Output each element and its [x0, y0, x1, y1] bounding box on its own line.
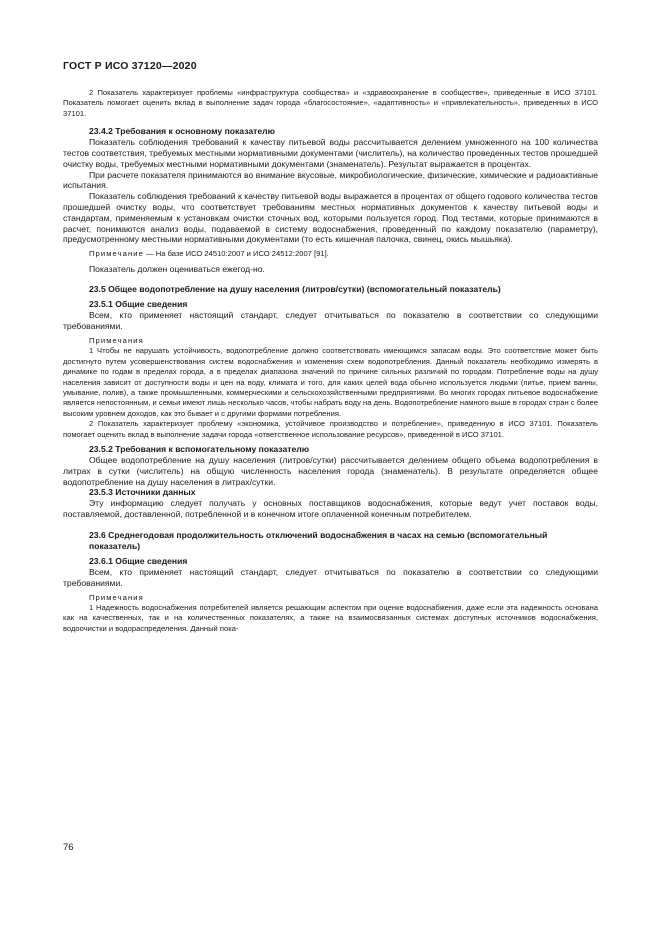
note-paragraph: 2 Показатель характеризует проблемы «инфраструктура сообщества» и «здравоохранение в сообществе», приведенные в ИСО 37101. Показатель помогает оценить вклад в выполнение задач города «благосостояние», «адаптивность» и «привлекательность», приведенных в ИСО 37101. — [63, 88, 598, 118]
section-heading-23-5-2: 23.5.2 Требования к вспомогательному показателю — [89, 444, 310, 455]
notes-label: Примечания — [89, 592, 144, 602]
section-heading-23-5-3: 23.5.3 Источники данных — [89, 487, 196, 498]
page-content — [63, 88, 598, 634]
body-paragraph: Общее водопотребление на душу населения (литров/сутки) рассчитывается делением общего объема водопотребления в литрах в сутки (числитель) на общую численность населения города (знаменатель). В результате определяется общее водопотребление на душу населения в литрах/сутки. — [63, 455, 598, 487]
note-line — [63, 249, 598, 259]
page-header: ГОСТ Р ИСО 37120—2020 — [63, 60, 197, 72]
note-paragraph: 1 Надежность водоснабжения потребителей является решающим аспектом при оценке водоснабжения, даже если эта надежность основана как на качественных, так и на количественных показателях, а также на взаимосвязанных системах доступных источников водоснабжения, водоочистки и водораспределения. Данный пока- — [63, 603, 598, 633]
page-number: 76 — [63, 842, 74, 853]
section-heading-23-4-2: 23.4.2 Требования к основному показателю — [89, 126, 275, 137]
notes-label: Примечания — [89, 335, 144, 345]
section-heading-23-6: 23.6 Среднегодовая продолжительность отключений водоснабжения в часах на семью (вспомогательный показатель) — [89, 530, 548, 552]
body-paragraph: Показатель соблюдения требований к качеству питьевой воды выражается в процентах от общего годового количества тестов прошедшей очистку воды, что соответствует требованиям местных нормативных документов к качеству питьевой воды и стандартам, применяемым к установкам очистки сточных вод, которыми пользуется город. Под тестами, которые принимаются в расчет, понимаются анализ воды, подаваемой в систему водоснабжения, проведенный по каждому показателю (параметру), предусмотренному местными нормативными документами (то есть кишечная палочка, свинец, окись мышьяка). — [63, 191, 598, 245]
note-text: — На базе ИСО 24510:2007 и ИСО 24512:2007 [91]. — [143, 249, 329, 259]
body-paragraph: Всем, кто применяет настоящий стандарт, следует отчитываться по показателю в соответствии со следующими требованиями. — [63, 310, 598, 332]
section-heading-23-5-1: 23.5.1 Общие сведения — [89, 299, 188, 310]
body-paragraph: Показатель соблюдения требований к качеству питьевой воды рассчитывается делением умноженного на 100 количества тестов соответствия, требуемых местными нормативными документами (числитель), на количество проведенных тестов прошедшей очистку воды, требуемых местными нормативными документами (знаменатель). Результат выражается в процентах. — [63, 137, 598, 169]
section-heading-23-5: 23.5 Общее водопотребление на душу населения (литров/сутки) (вспомогательный показатель) — [89, 284, 501, 295]
body-paragraph: При расчете показателя принимаются во внимание вкусовые, микробиологические, физические, химические и радиоактивные испытания. — [63, 169, 598, 191]
body-paragraph: Эту информацию следует получать у основных поставщиков водоснабжения, которые ведут учет поставок воды, поставляемой, доставленной, потребленной и в конечном итоге оплаченной конечным потребителем. — [63, 498, 598, 520]
section-heading-23-6-1: 23.6.1 Общие сведения — [89, 556, 188, 567]
body-paragraph: Всем, кто применяет настоящий стандарт, следует отчитываться по показателю в соответствии со следующими требованиями. — [63, 567, 598, 588]
note-paragraph: 2 Показатель характеризует проблему «экономика, устойчивое производство и потребление», приведенную в ИСО 37101. Показатель помогает оценить вклад в выполнение задачи города «ответственное использование ресурсов», приведенной в ИСО 37101. — [63, 419, 598, 439]
note-paragraph: 1 Чтобы не нарушать устойчивость, водопотребление должно соответствовать имеющимся запасам воды. Это соответствие может быть достигнуто путем усовершенствования систем водоснабжения и изменения схем водопотребления. Данный показатель необходимо измерять в динамике по годам в пределах города, а в пределах диапазона значений по причине сильных различий по городам. Потребление воды на душу населения зависит от доступности воды и цен на воду, климата и того, для каких целей вода обычно используется людьми (питье, прием ванны, умывание, полив), а также промышленными, коммерческими и сельскохозяйственными предприятиями. Во многих городах питьевое водоснабжение является непостоянным, и семьи имеют лишь несколько часов, чтобы набрать воду на день. Водопотребление намного выше в городах стран с более высоким уровнем доходов, как это бывает и с другими формами потребления. — [63, 346, 598, 418]
body-paragraph: Показатель должен оцениваться ежегод-но. — [89, 263, 265, 274]
note-label: Примечание — [89, 249, 144, 259]
